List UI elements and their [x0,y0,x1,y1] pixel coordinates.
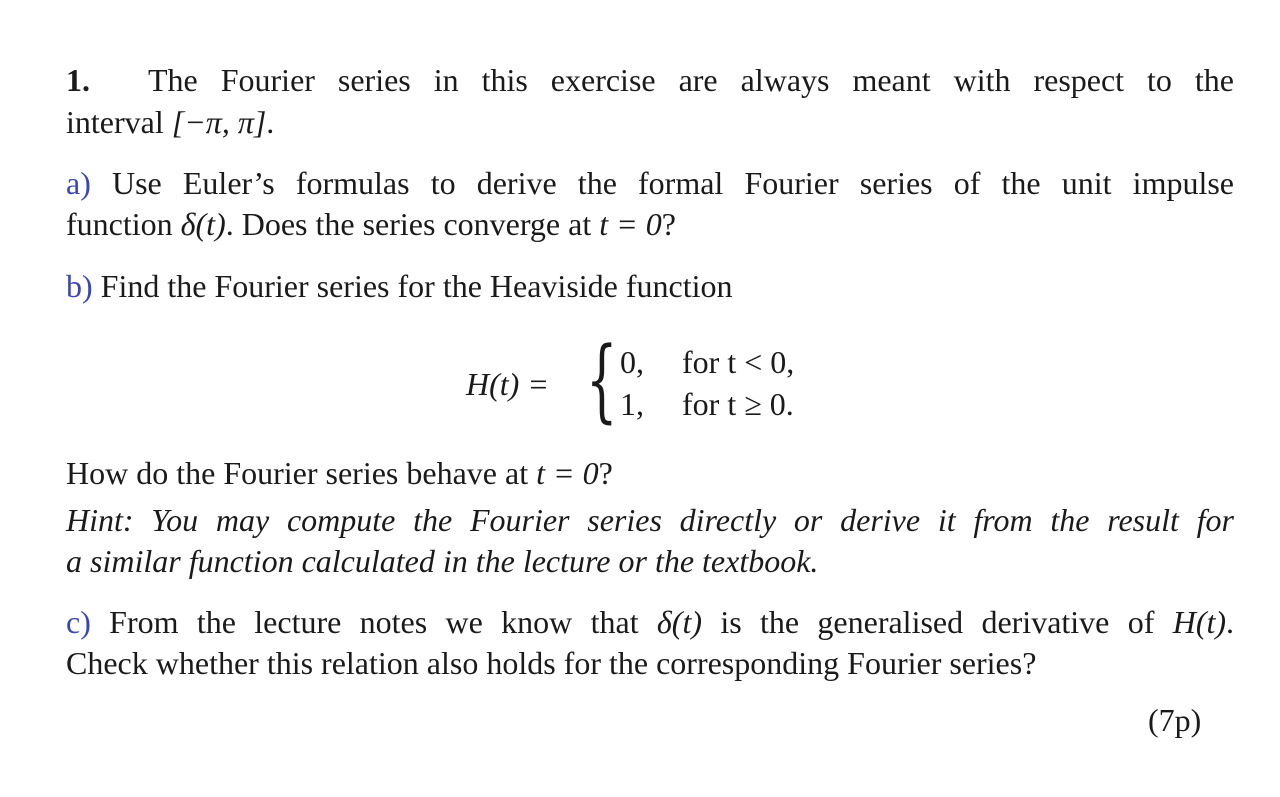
part-c-text-start: From the lecture notes we know that [90,604,657,640]
problem-intro-text: The Fourier series in this exercise are always meant with respect to the [148,62,1234,98]
part-c-label: c) [66,604,91,640]
intro-period: . [266,104,275,140]
case1-value: 0, [620,344,644,380]
intro-text-interval: interval [66,104,172,140]
t-equals-zero-math-b: t = 0 [536,455,599,491]
case2-condition: for t ≥ 0. [682,386,794,422]
case2-value: 1, [620,386,644,422]
part-b-text: Find the Fourier series for the Heaviside function [92,268,733,304]
t-equals-zero-math: t = 0 [599,206,662,242]
part-b-label: b) [66,268,93,304]
h-math-c: H(t) [1172,604,1227,640]
part-a-label: a) [66,165,91,201]
part-c-line2: Check whether this relation also holds for the corresponding Fourier series? [66,645,1037,681]
points-label: (7p) [1148,702,1202,738]
part-c-text-mid: is the generalised derivative of [702,604,1173,640]
part-b-question-mark: ? [598,455,613,491]
part-a-function-word: function [66,206,181,242]
part-b-question [66,453,613,493]
interval-math: [−π, π] [171,104,267,140]
problem-number: 1. [66,62,90,98]
part-a-question-mark: ? [661,206,676,242]
case1-condition: for t < 0, [682,344,795,380]
hint-line1: Hint: You may compute the Fourier series directly or derive it from the result for [66,502,1234,538]
formula-lhs: H(t) = [466,366,549,402]
delta-math-c: δ(t) [656,604,702,640]
part-a-question: . Does the series converge at [225,206,600,242]
part-c-period: . [1226,604,1235,640]
part-c-line1 [66,602,1234,642]
delta-math: δ(t) [180,206,226,242]
formula-brace: { [586,328,618,433]
part-a-line1 [66,163,1234,203]
hint-line2: a similar function calculated in the lecture or the textbook. [66,543,819,579]
part-b-question-text: How do the Fourier series behave at [66,455,537,491]
problem-intro-line2 [66,102,274,142]
part-b-line1 [66,266,733,306]
problem-intro-line1 [66,60,1234,100]
part-a-text: Use Euler’s formulas to derive the formal Fourier series of the unit impulse [90,165,1234,201]
part-a-line2 [66,204,676,244]
